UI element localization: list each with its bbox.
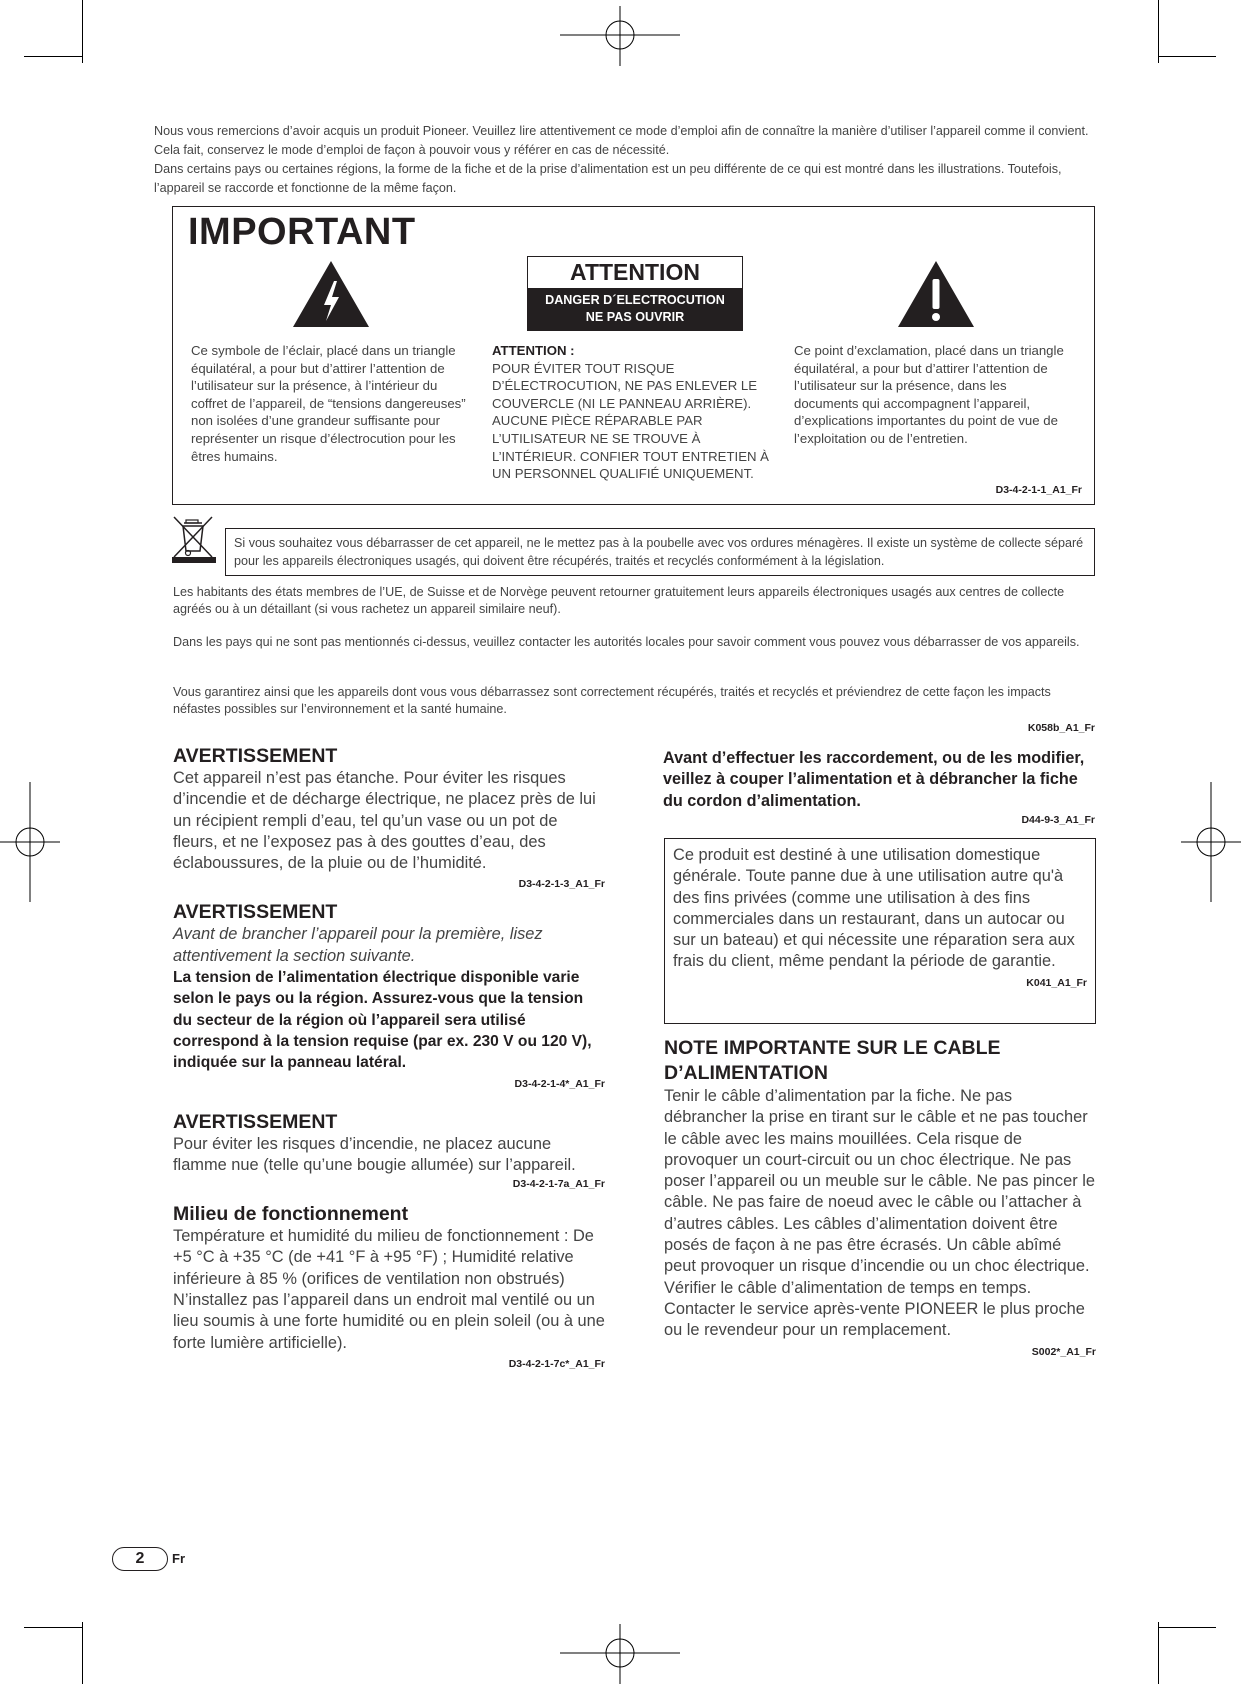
section-title: AVERTISSEMENT [173, 745, 338, 767]
important-box [172, 206, 1095, 505]
right-column-top [663, 748, 1095, 826]
reference-code: D3-4-2-1-1_A1_Fr [995, 484, 1082, 496]
attention-heading: ATTENTION : [492, 343, 575, 358]
page-number: 2 [112, 1547, 168, 1571]
section-title: AVERTISSEMENT [173, 1110, 338, 1133]
weee-bar [172, 557, 216, 563]
reference-code: D3-4-2-1-4*_A1_Fr [514, 1077, 605, 1090]
attention-title: ATTENTION [570, 259, 700, 285]
section-warning: La tension de l’alimentation électrique disponible varie selon le pays ou la région. Assurez-vous que la tension du secteur de la région où l’appareil sera utilisé correspond à la tension requise (par ex. 230 V ou 120 V), indiquée sur la panneau latéral. [173, 969, 592, 1072]
important-title: IMPORTANT [188, 211, 416, 253]
section-title: AVERTISSEMENT [173, 901, 338, 924]
weee-paragraph: Vous garantirez ainsi que les appareils dont vous vous débarrassez sont correctement récupérés, traités et recyclés et préviendrez de cette façon les impacts néfastes possibles sur l’environnement et la santé humaine. [173, 685, 1051, 716]
section-text: Cet appareil n’est pas étanche. Pour éviter les risques d’incendie et de décharge électrique, ne placez près de lui un récipient rempli d’eau, tel qu’un vase ou un pot de fleurs, et ne l’exposez pas à des gouttes d’eau, des éclaboussures, de la pluie ou de l’humidité. [173, 769, 596, 873]
crossed-bin-icon [172, 515, 216, 561]
weee-paragraph: Les habitants des états membres de l’UE, de Suisse et de Norvège peuvent retourner gratuitement leurs appareils électroniques usagés aux centres de collecte agréés ou à un détaillant (si vous rachetez un appareil similaire neuf). [173, 585, 1065, 616]
left-column [173, 744, 605, 1370]
registration-mark-top [560, 6, 680, 66]
registration-mark-left [0, 782, 60, 902]
attention-text: POUR ÉVITER TOUT RISQUE D’ÉLECTROCUTION, NE PAS ENLEVER LE COUVERCLE (NI LE PANNEAU ARRIÈRE). AUCUNE PIÈCE RÉPARABLE PAR L’UTILISATEUR NE SE TROUVE À L’INTÉRIEUR. CONFIER TOUT ENTRETIEN À UN PERSONNEL QUALIFIÉ UNIQUEMENT. [492, 360, 769, 482]
attention-band [528, 288, 742, 330]
intro-text [154, 122, 1109, 198]
attention-band-line: NE PAS OUVRIR [585, 310, 685, 324]
attention-band-line: DANGER D´ELECTROCUTION [545, 293, 725, 307]
section-text: N’installez pas l’appareil dans un endroit mal ventilé ou un lieu soumis à une forte humidité ou en plein soleil (ou à une forte lumière artificielle). [173, 1291, 605, 1352]
intro-paragraph: Dans certains pays ou certaines régions, la forme de la fiche et de la prise d’alimentation est un peu différente de ce qui est montré dans les illustrations. Toutefois, l’appareil se raccorde et fonctionne de la même façon. [154, 162, 1062, 195]
attention-explanation [492, 342, 774, 483]
registration-mark-right [1181, 782, 1241, 902]
section-title: Milieu de fonctionnement [173, 1203, 409, 1226]
reference-code: D3-4-2-1-3_A1_Fr [518, 878, 605, 891]
exclamation-explanation: Ce point d’exclamation, placé dans un triangle équilatéral, a pour but d’attirer l’attention de l’utilisateur sur la présence, dans les documents qui accompagnent l’appareil, d’explications importantes du point de vue de l’exploitation ou de l’entretien. [794, 343, 1064, 446]
section-text: Température et humidité du milieu de fonctionnement : De +5 °C à +35 °C (de +41 °F à +95 °F) ; Humidité relative inférieure à 85 % (orifices de ventilation non obstrués) [173, 1227, 594, 1288]
weee-notice-box: Si vous souhaitez vous débarrasser de cet appareil, ne le mettez pas à la poubelle avec vos ordures ménagères. Il existe un système de collecte séparé pour les appareils électroniques usagés, qui doivent être récupérés, traités et recyclés conformément à la législation. [225, 528, 1095, 576]
reference-code: K041_A1_Fr [1026, 976, 1087, 989]
weee-paragraph: Dans les pays qui ne sont pas mentionnés ci-dessus, veuillez contacter les autorités locales pour savoir comment vous pouvez vous débarrasser de vos appareils. [173, 635, 1080, 649]
reference-code: K058b_A1_Fr [1027, 722, 1095, 734]
section-title: NOTE IMPORTANTE SUR LE CABLE D’ALIMENTATION [664, 1037, 1001, 1084]
right-column-bottom [664, 1036, 1096, 1358]
lightning-explanation: Ce symbole de l’éclair, placé dans un triangle équilatéral, a pour but d’attirer l’attention de l’utilisateur sur la présence, à l’intérieur du coffret de l’appareil, de “tensions dangereuses” non isolées d’une grandeur suffisante pour représenter un risque d’électrocution pour les êtres humains. [191, 343, 466, 464]
domestic-use-box [664, 838, 1096, 1024]
registration-mark-bottom [560, 1624, 680, 1684]
intro-paragraph: Nous vous remercions d’avoir acquis un produit Pioneer. Veuillez lire attentivement ce mode d’emploi afin de connaître la manière d’utiliser l’appareil comme il convient. Cela fait, conservez le mode d’emploi de façon à pouvoir vous y référer en cas de nécessité. [154, 124, 1089, 157]
reference-code: D3-4-2-1-7a_A1_Fr [512, 1178, 605, 1191]
language-code: Fr [172, 1551, 185, 1566]
section-text: Pour éviter les risques d’incendie, ne placez aucune flamme nue (telle qu’une bougie allumée) sur l’appareil. [173, 1134, 576, 1174]
reference-code: D44-9-3_A1_Fr [1021, 813, 1095, 826]
section-intro: Avant de brancher l’appareil pour la première, lisez attentivement la section suivante. [173, 925, 543, 965]
reference-code: D3-4-2-1-7c*_A1_Fr [508, 1357, 605, 1370]
section-text: Tenir le câble d’alimentation par la fiche. Ne pas débrancher la prise en tirant sur le câble et ne pas toucher le câble avec les mains mouillées. Cela risque de provoquer un court-circuit ou un choc électrique. Ne pas poser l’appareil ou un meuble sur le câble. Ne pas pincer le câble. Ne pas faire de noeud avec le câble ou l’attacher à d’autres câbles. Les câbles d’alimentation doivent être posés de façon à ne pas être écrasés. Un câble abîmé peut provoquer un risque d’incendie ou un choc électrique. Vérifier le câble d’alimentation de temps en temps. Contacter le service après-vente PIONEER le plus proche ou le revendeur pour un remplacement. [664, 1087, 1095, 1340]
exclamation-warning-icon [896, 259, 976, 329]
connection-warning: Avant d’effectuer les raccordement, ou de les modifier, veillez à couper l’alimentation et à débrancher la fiche du cordon d’alimentation. [663, 749, 1085, 810]
domestic-use-text: Ce produit est destiné à une utilisation domestique générale. Toute panne due à une utilisation autre qu'à des fins privées (comme une utilisation à des fins commerciales dans un restaurant, dans un autocar ou sur un bateau) et qui nécessite une réparation sera aux frais du client, même pendant la période de garantie. [673, 846, 1075, 971]
attention-label [527, 256, 743, 331]
reference-code: S002*_A1_Fr [1031, 1345, 1096, 1358]
lightning-warning-icon [291, 259, 371, 329]
